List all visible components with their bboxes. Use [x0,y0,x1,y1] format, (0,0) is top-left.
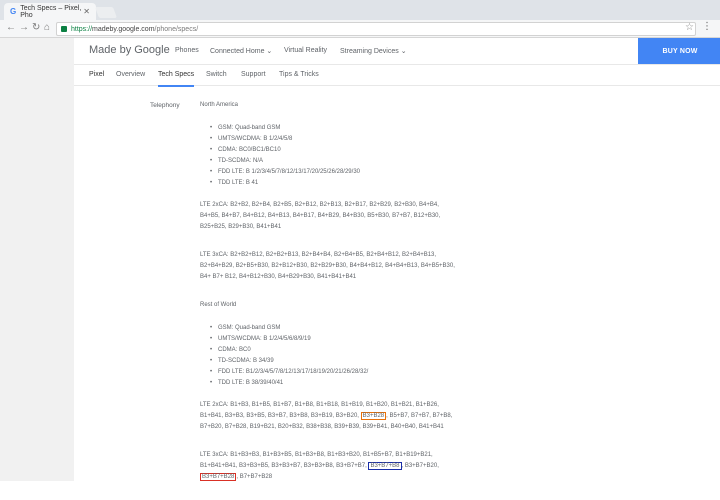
list-item: • GSM: Quad-band GSM [218,323,460,334]
lte-2xca-text: LTE 2xCA: B2+B2, B2+B4, B2+B5, B2+B12, B2+B13, B2+B17, B2+B29, B2+B30, B4+B4, B4+B5, B4+B7, B4+B12, B4+B13, B4+B17, B4+B29, B4+B30, B5+B30, B7+B7, B12+B30, B25+B25, B29+B30, B41+B41 [200,202,441,230]
text-run: , B3+B7+B20, [401,463,439,469]
main-nav [74,38,720,64]
buy-now-button[interactable]: BUY NOW [638,38,720,64]
list-item: • UMTS/WCDMA: B 1/2/4/5/6/8/9/19 [218,334,460,345]
active-tab-indicator [158,85,194,87]
region-title: North America [200,102,239,108]
url-path: /phone/specs/ [154,25,199,33]
section-label-telephony: Telephony [150,102,180,109]
list-item: • FDD LTE: B 1/2/3/4/5/7/8/12/13/17/20/25/26/28/29/30 [218,167,460,178]
nav-virtual-reality[interactable]: Virtual Reality [284,47,328,54]
browser-tabstrip [0,0,720,20]
band-list [218,323,460,389]
list-item: • CDMA: BC0/BC1/BC10 [218,145,460,156]
url-scheme: https:// [71,25,93,33]
list-item: • GSM: Quad-band GSM [218,123,460,134]
tab-support[interactable]: Support [241,71,266,78]
google-logo-icon: G [10,7,17,16]
text-run: , B5+B7, B7+B7, B7+B8, B7+B20, B7+B28, B19+B21, B20+B32, B38+B38, B39+B39, B39+B41, B40+B40, B41+B41 [200,413,453,430]
list-item: • CDMA: BC0 [218,345,460,356]
text-run: , B7+B7+B28 [236,474,273,480]
tab-tips-tricks[interactable]: Tips & Tricks [279,71,319,78]
list-item: • TD-SCDMA: N/A [218,156,460,167]
highlight-blue: B3+B7+B8 [370,463,400,469]
lock-icon [61,26,67,32]
address-bar-row [0,20,720,38]
reload-icon[interactable]: ↻ [32,22,41,33]
list-item: • TD-SCDMA: B 34/39 [218,356,460,367]
tab-switch[interactable]: Switch [206,71,227,78]
brand-logo[interactable]: Made by Google [89,44,170,56]
nav-connected-home[interactable]: Connected Home ⌄ [210,48,273,55]
highlight-orange: B3+B28 [362,413,385,419]
list-item: • FDD LTE: B1/2/3/4/5/7/8/12/13/17/18/19/20/21/26/28/32/ [218,367,460,378]
nav-phones[interactable]: Phones [175,47,199,54]
menu-dots-icon[interactable]: ⋮ [702,21,712,32]
specs-content [200,100,460,500]
browser-tab[interactable] [4,3,96,20]
lte-2xca-text [200,400,460,433]
text-run: LTE 2xCA: B1+B3, B1+B5, B1+B7, B1+B8, B1+B18, B1+B19, B1+B20, B1+B21, B1+B26, B1+B41, B3+B3, B3+B5, B3+B7, B3+B8, B3+B19, B3+B20, [200,402,439,419]
band-list [218,123,460,189]
url-input[interactable] [56,22,696,36]
new-tab-button[interactable] [95,7,117,18]
tab-close-icon[interactable]: ✕ [83,7,90,16]
tab-tech-specs[interactable]: Tech Specs [158,71,195,78]
lte-3xca-text [200,450,460,483]
star-icon[interactable]: ☆ [685,22,694,33]
tab-overview[interactable]: Overview [116,71,146,78]
text-run: LTE 3xCA: B1+B3+B3, B1+B3+B5, B1+B3+B8, B1+B3+B20, B1+B5+B7, B1+B19+B21, B1+B41+B41, B3+B3+B5, B3+B3+B7, B3+B3+B8, B3+B7+B7, [200,452,433,469]
forward-arrow-icon[interactable]: → [19,22,29,33]
highlight-red: B3+B7+B28 [202,474,235,480]
tab-title: Tech Specs – Pixel, Pho [20,4,82,19]
page [74,38,720,481]
nav-streaming-devices[interactable]: Streaming Devices ⌄ [340,48,407,55]
sub-nav [74,64,720,86]
back-arrow-icon[interactable]: ← [6,22,16,33]
list-item: • UMTS/WCDMA: B 1/2/4/5/8 [218,134,460,145]
list-item: • TDD LTE: B 38/39/40/41 [218,378,460,389]
home-icon[interactable]: ⌂ [44,22,51,33]
url-host: madeby.google.com [92,25,155,33]
region-title: Rest of World [200,302,237,308]
lte-3xca-text: LTE 3xCA: B2+B2+B12, B2+B2+B13, B2+B4+B4, B2+B4+B5, B2+B4+B12, B2+B4+B13, B2+B4+B29, B2+B5+B30, B2+B12+B30, B2+B29+B30, B4+B4+B12, B4+B4+B13, B4+B5+B30, B4+ B7+ B12, B4+B12+B30, B4+B29+B30, B41+B41+B41 [200,252,455,280]
list-item: • TDD LTE: B 41 [218,178,460,189]
tab-pixel[interactable]: Pixel [89,71,105,78]
